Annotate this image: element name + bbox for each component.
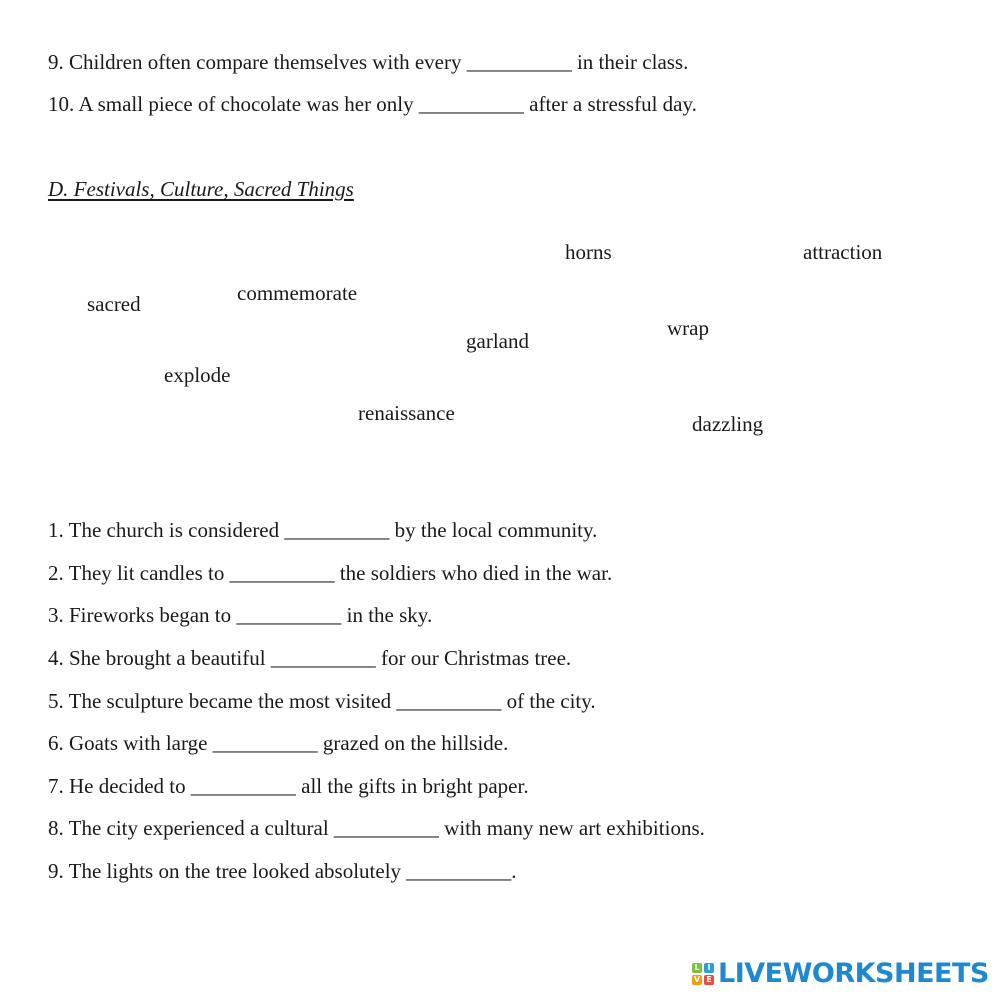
exercise-item [48, 645, 571, 671]
item-text-after: with many new art exhibitions. [444, 816, 705, 840]
section-title: D. Festivals, Culture, Sacred Things [48, 177, 354, 201]
answer-blank[interactable]: __________ [229, 561, 335, 585]
word-bank-item[interactable]: explode [164, 363, 231, 387]
item-text-after: . [511, 859, 517, 883]
item-number: 2. [48, 561, 64, 585]
item-text-before: He decided to [69, 774, 186, 798]
liveworksheets-logo [692, 958, 989, 989]
item-number: 10. [48, 92, 75, 116]
answer-blank[interactable]: __________ [190, 774, 296, 798]
item-text-before: She brought a beautiful [69, 646, 266, 670]
word-bank-item[interactable]: dazzling [692, 412, 764, 436]
item-text-before: The lights on the tree looked absolutely [68, 859, 402, 883]
item-number: 1. [48, 518, 64, 542]
item-number: 8. [48, 816, 64, 840]
item-text-after: in the sky. [346, 603, 433, 627]
exercise-item [48, 560, 612, 586]
exercise-item [48, 815, 705, 841]
word-bank-item[interactable]: wrap [667, 316, 709, 340]
prior-item-9 [48, 49, 688, 75]
exercise-item [48, 602, 432, 628]
answer-blank[interactable]: __________ [466, 50, 572, 74]
item-number: 9. [48, 859, 64, 883]
item-text-before: The city experienced a cultural [68, 816, 329, 840]
item-text-before: They lit candles to [68, 561, 225, 585]
word-bank-item[interactable]: attraction [803, 240, 883, 264]
answer-blank[interactable]: __________ [333, 816, 439, 840]
exercise-item [48, 517, 597, 543]
exercise-item [48, 688, 596, 714]
exercise-item [48, 773, 529, 799]
word-bank-item[interactable]: renaissance [358, 401, 455, 425]
item-number: 9. [48, 50, 64, 74]
item-number: 6. [48, 731, 64, 755]
logo-text: LIVEWORKSHEETS [718, 958, 989, 989]
exercise-item [48, 858, 517, 884]
item-text-before: The sculpture became the most visited [68, 689, 392, 713]
item-text-after: by the local community. [394, 518, 598, 542]
word-bank-item[interactable]: sacred [87, 292, 141, 316]
answer-blank[interactable]: __________ [284, 518, 390, 542]
item-text-after: after a stressful day. [529, 92, 697, 116]
item-text-before: The church is considered [68, 518, 280, 542]
answer-blank[interactable]: __________ [212, 731, 318, 755]
prior-item-10 [48, 91, 697, 117]
item-text-after: in their class. [576, 50, 689, 74]
item-number: 7. [48, 774, 64, 798]
word-bank-item[interactable]: commemorate [237, 281, 358, 305]
item-text-after: all the gifts in bright paper. [301, 774, 529, 798]
answer-blank[interactable]: __________ [418, 92, 524, 116]
item-text-before: Goats with large [69, 731, 208, 755]
item-text-after: for our Christmas tree. [381, 646, 572, 670]
item-text-after: of the city. [506, 689, 596, 713]
word-bank-item[interactable]: garland [466, 329, 529, 353]
item-number: 4. [48, 646, 64, 670]
answer-blank[interactable]: __________ [270, 646, 376, 670]
item-number: 5. [48, 689, 64, 713]
item-text-before: A small piece of chocolate was her only [78, 92, 414, 116]
word-bank-item[interactable]: horns [565, 240, 612, 264]
item-number: 3. [48, 603, 64, 627]
item-text-after: the soldiers who died in the war. [339, 561, 613, 585]
item-text-before: Children often compare themselves with every [69, 50, 462, 74]
answer-blank[interactable]: __________ [406, 859, 512, 883]
answer-blank[interactable]: __________ [396, 689, 502, 713]
item-text-before: Fireworks began to [69, 603, 232, 627]
logo-mark-icon: L I V E [692, 963, 714, 985]
exercise-item [48, 730, 508, 756]
item-text-after: grazed on the hillside. [322, 731, 509, 755]
answer-blank[interactable]: __________ [236, 603, 342, 627]
